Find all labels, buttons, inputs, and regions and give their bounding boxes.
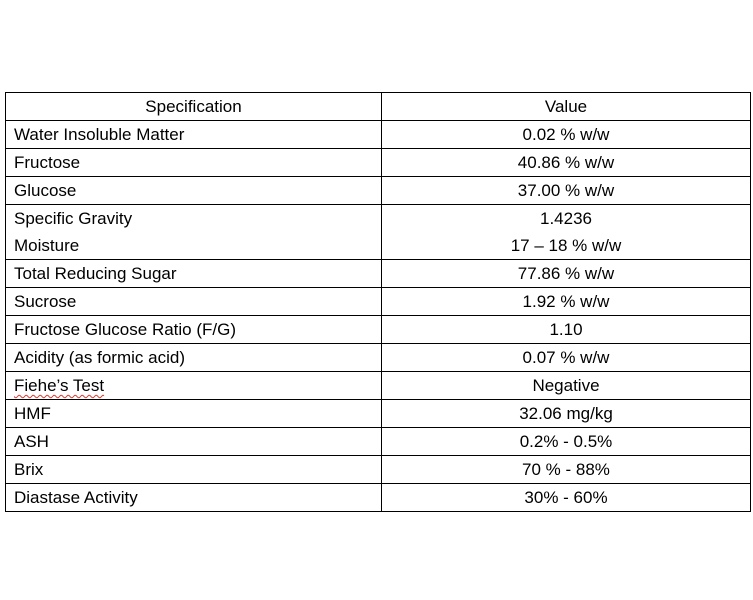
spec-cell: Sucrose (6, 288, 382, 316)
value-cell: 40.86 % w/w (382, 149, 751, 177)
spec-cell: Diastase Activity (6, 484, 382, 512)
value-cell: 0.2% - 0.5% (382, 428, 751, 456)
value-cell: 1.10 (382, 316, 751, 344)
value-cell: 37.00 % w/w (382, 177, 751, 205)
value-line: 17 – 18 % w/w (510, 236, 622, 255)
table-row (6, 456, 751, 484)
table-row (6, 288, 751, 316)
value-cell: 0.07 % w/w (382, 344, 751, 372)
spec-cell: Fructose (6, 149, 382, 177)
spec-line: Moisture (14, 236, 80, 255)
column-header-value: Value (382, 93, 751, 121)
spec-cell: Acidity (as formic acid) (6, 344, 382, 372)
table-row (6, 205, 751, 260)
value-cell: 70 % - 88% (382, 456, 751, 484)
value-cell: 30% - 60% (382, 484, 751, 512)
value-cell: 0.02 % w/w (382, 121, 751, 149)
value-cell: Negative (382, 372, 751, 400)
table-row (6, 428, 751, 456)
spec-cell: Fructose Glucose Ratio (F/G) (6, 316, 382, 344)
spec-cell: Total Reducing Sugar (6, 260, 382, 288)
spec-cell: HMF (6, 400, 382, 428)
spec-line: Specific Gravity (14, 209, 133, 228)
specification-table (5, 92, 751, 512)
value-line: 1.4236 (540, 209, 592, 228)
table-row (6, 372, 751, 400)
value-cell: 32.06 mg/kg (382, 400, 751, 428)
table-row (6, 316, 751, 344)
table-row (6, 400, 751, 428)
column-header-specification: Specification (6, 93, 382, 121)
spec-cell (6, 205, 382, 260)
table-row (6, 121, 751, 149)
value-cell: 77.86 % w/w (382, 260, 751, 288)
table-row (6, 177, 751, 205)
table-row (6, 149, 751, 177)
table-header-row (6, 93, 751, 121)
value-cell (382, 205, 751, 260)
table-row (6, 484, 751, 512)
table-row (6, 344, 751, 372)
spec-cell: ASH (6, 428, 382, 456)
spec-cell (6, 372, 382, 400)
table-row (6, 260, 751, 288)
spec-cell: Brix (6, 456, 382, 484)
spec-cell: Glucose (6, 177, 382, 205)
value-cell: 1.92 % w/w (382, 288, 751, 316)
spec-cell: Water Insoluble Matter (6, 121, 382, 149)
spellcheck-flagged-text: Fiehe’s Test (14, 376, 105, 395)
